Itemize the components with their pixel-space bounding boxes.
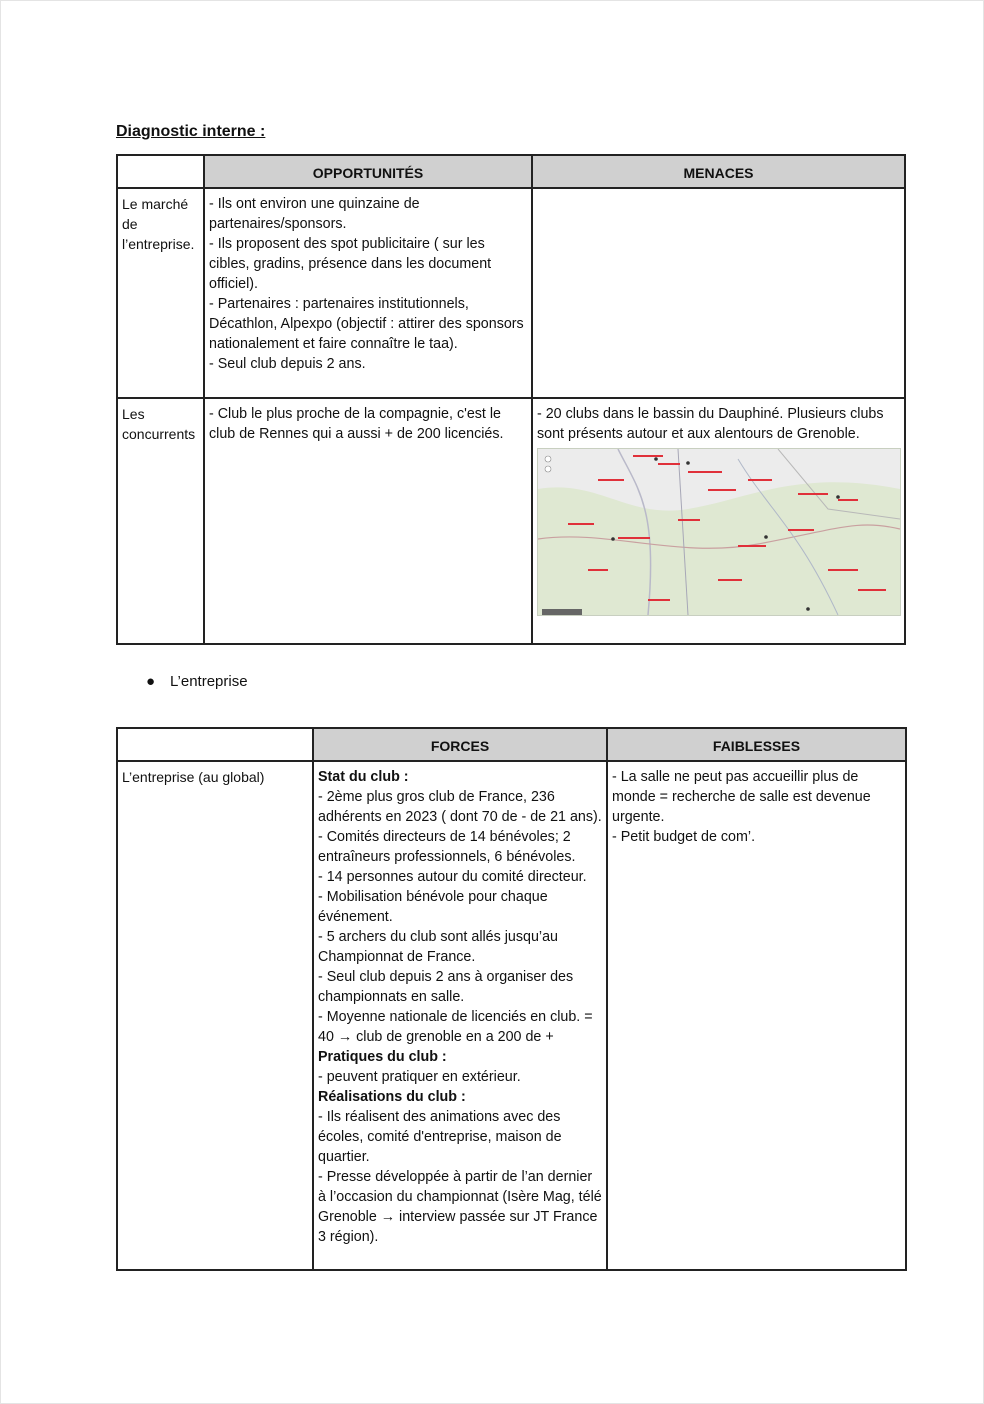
row-label-line: concurrents [122,426,196,442]
menace-item: - 20 clubs dans le bassin du Dauphiné. Plusieurs clubs sont présents autour et aux alentours de Grenoble. [537,406,884,442]
table1-header-empty [117,155,204,188]
force-item: - 2ème plus gros club de France, 236 adhérents en 2023 ( dont 70 de - de 21 ans). [318,789,602,825]
opportunite-item: - Club le plus proche de la compagnie, c'est le club de Rennes qui a aussi + de 200 licenciés. [209,406,504,442]
force-item: - Ils réalisent des animations avec des écoles, comité d'entreprise, maison de quartier. [318,1109,562,1165]
map-graphic [538,449,900,615]
force-item: - Seul club depuis 2 ans à organiser des championnats en salle. [318,969,574,1005]
diagnostic-table-forces-faiblesses [116,727,907,1271]
table1-header-menaces: MENACES [532,155,905,188]
forces-section-title: Stat du club : [318,769,409,785]
bullet-item [146,673,248,690]
cell-opportunites-concurrents [204,398,532,644]
faiblesse-item: - Petit budget de com’. [612,829,756,845]
forces-section-title: Pratiques du club : [318,1049,447,1065]
table2-header-faiblesses: FAIBLESSES [607,728,906,761]
table2-header-empty [117,728,313,761]
force-item: - Comités directeurs de 14 bénévoles; 2 entraîneurs professionnels, 6 bénévoles. [318,829,576,865]
forces-section-title: Réalisations du club : [318,1089,466,1105]
table1-header-opportunites: OPPORTUNITÉS [204,155,532,188]
opportunite-item: - Ils proposent des spot publicitaire ( sur les cibles, gradins, présence dans les document officiel). [209,236,492,292]
cell-opportunites-marche [204,188,532,398]
force-item: - peuvent pratiquer en extérieur. [318,1069,521,1085]
force-item: - 5 archers du club sont allés jusqu’au Championnat de France. [318,929,559,965]
page-heading: Diagnostic interne : [116,123,266,140]
row-label-line: l’entreprise. [122,236,195,252]
force-item: - 14 personnes autour du comité directeur. [318,869,587,885]
row-label-marche [117,188,204,398]
row-label-entreprise: L’entreprise (au global) [117,761,313,1270]
diagnostic-table-opportunites-menaces [116,154,906,645]
table2-header-forces: FORCES [313,728,607,761]
row-label-line: de [122,216,138,232]
cell-menaces-concurrents [532,398,905,644]
opportunite-item: - Partenaires : partenaires institutionnels, Décathlon, Alpexpo (objectif : attirer des sponsors nationalement et faire connaître le taa). [209,296,524,352]
row-label-line: Les [122,406,145,422]
force-item: - Moyenne nationale de licenciés en club. = 40 → club de grenoble en a 200 de + [318,1009,593,1045]
bullet-text: L’entreprise [170,673,248,690]
cell-forces [313,761,607,1270]
opportunite-item: - Ils ont environ une quinzaine de partenaires/sponsors. [209,196,420,232]
bullet-dot: ● [146,673,156,690]
opportunite-item: - Seul club depuis 2 ans. [209,356,366,372]
force-item: - Presse développée à partir de l’an dernier à l’occasion du championnat (Isère Mag, télé Grenoble → interview passée sur JT France 3 région). [318,1169,602,1245]
cell-menaces-marche [532,188,905,398]
faiblesse-item: - La salle ne peut pas accueillir plus de monde = recherche de salle est devenue urgente. [612,769,871,825]
map-image-icon [537,448,901,616]
row-label-line: Le marché [122,196,189,212]
cell-faiblesses [607,761,906,1270]
force-item: - Mobilisation bénévole pour chaque événement. [318,889,548,925]
row-label-concurrents [117,398,204,644]
